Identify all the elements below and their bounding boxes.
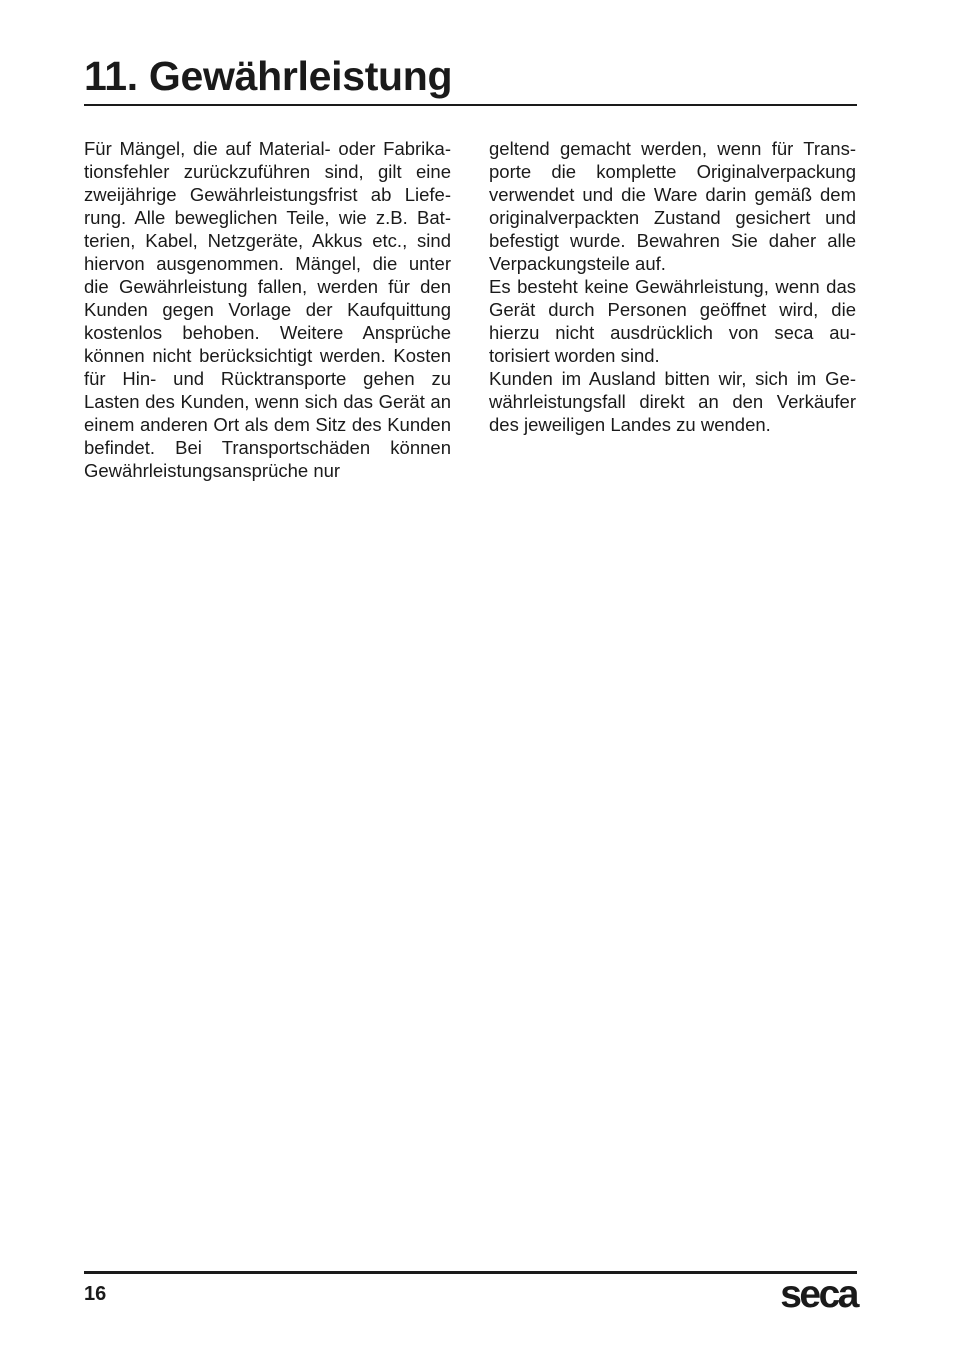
paragraph: Für Mängel, die auf Material- oder Fabrikationsfehler zurückzuführen sind, gilt eine zweijährige Gewährleistungsfrist ab Lieferung. Alle beweglichen Teile, wie z.B. Batterien, Kabel, Netzgeräte, Akkus etc., sind hiervon ausgenommen. Mängel, die unter die Gewährleistung fallen, werden für den Kunden gegen Vorlage der Kaufquittung kostenlos behoben. Weitere Ansprüche können nicht berücksichtigt werden. Kosten für Hin- und Rücktransporte gehen zu Lasten des Kunden, wenn sich das Gerät an einem anderen Ort als dem Sitz des Kunden befindet. Bei Transportschäden können Gewährleistungsansprüche nur xyxy=(84,138,451,481)
paragraph: Kunden im Ausland bitten wir, sich im Gewährleistungsfall direkt an den Verkäufer des jeweiligen Landes zu wenden. xyxy=(489,368,856,435)
title-divider xyxy=(84,104,857,106)
text-column-right xyxy=(489,137,856,436)
paragraph: geltend gemacht werden, wenn für Transporte die komplette Originalverpackung verwendet und die Ware darin gemäß dem originalverpackten Zustand gesichert und befestigt wurde. Bewahren Sie daher alle Verpackungsteile auf. xyxy=(489,138,856,274)
page-title: 11. Gewährleistung xyxy=(84,53,453,99)
paragraph: Es besteht keine Gewährleistung, wenn das Gerät durch Personen geöffnet wird, die hierzu nicht ausdrücklich von seca autorisiert worden sind. xyxy=(489,276,856,366)
footer-divider xyxy=(84,1271,857,1274)
page-number: 16 xyxy=(84,1283,107,1305)
text-column-left xyxy=(84,137,451,482)
seca-logo: seca xyxy=(780,1273,857,1316)
